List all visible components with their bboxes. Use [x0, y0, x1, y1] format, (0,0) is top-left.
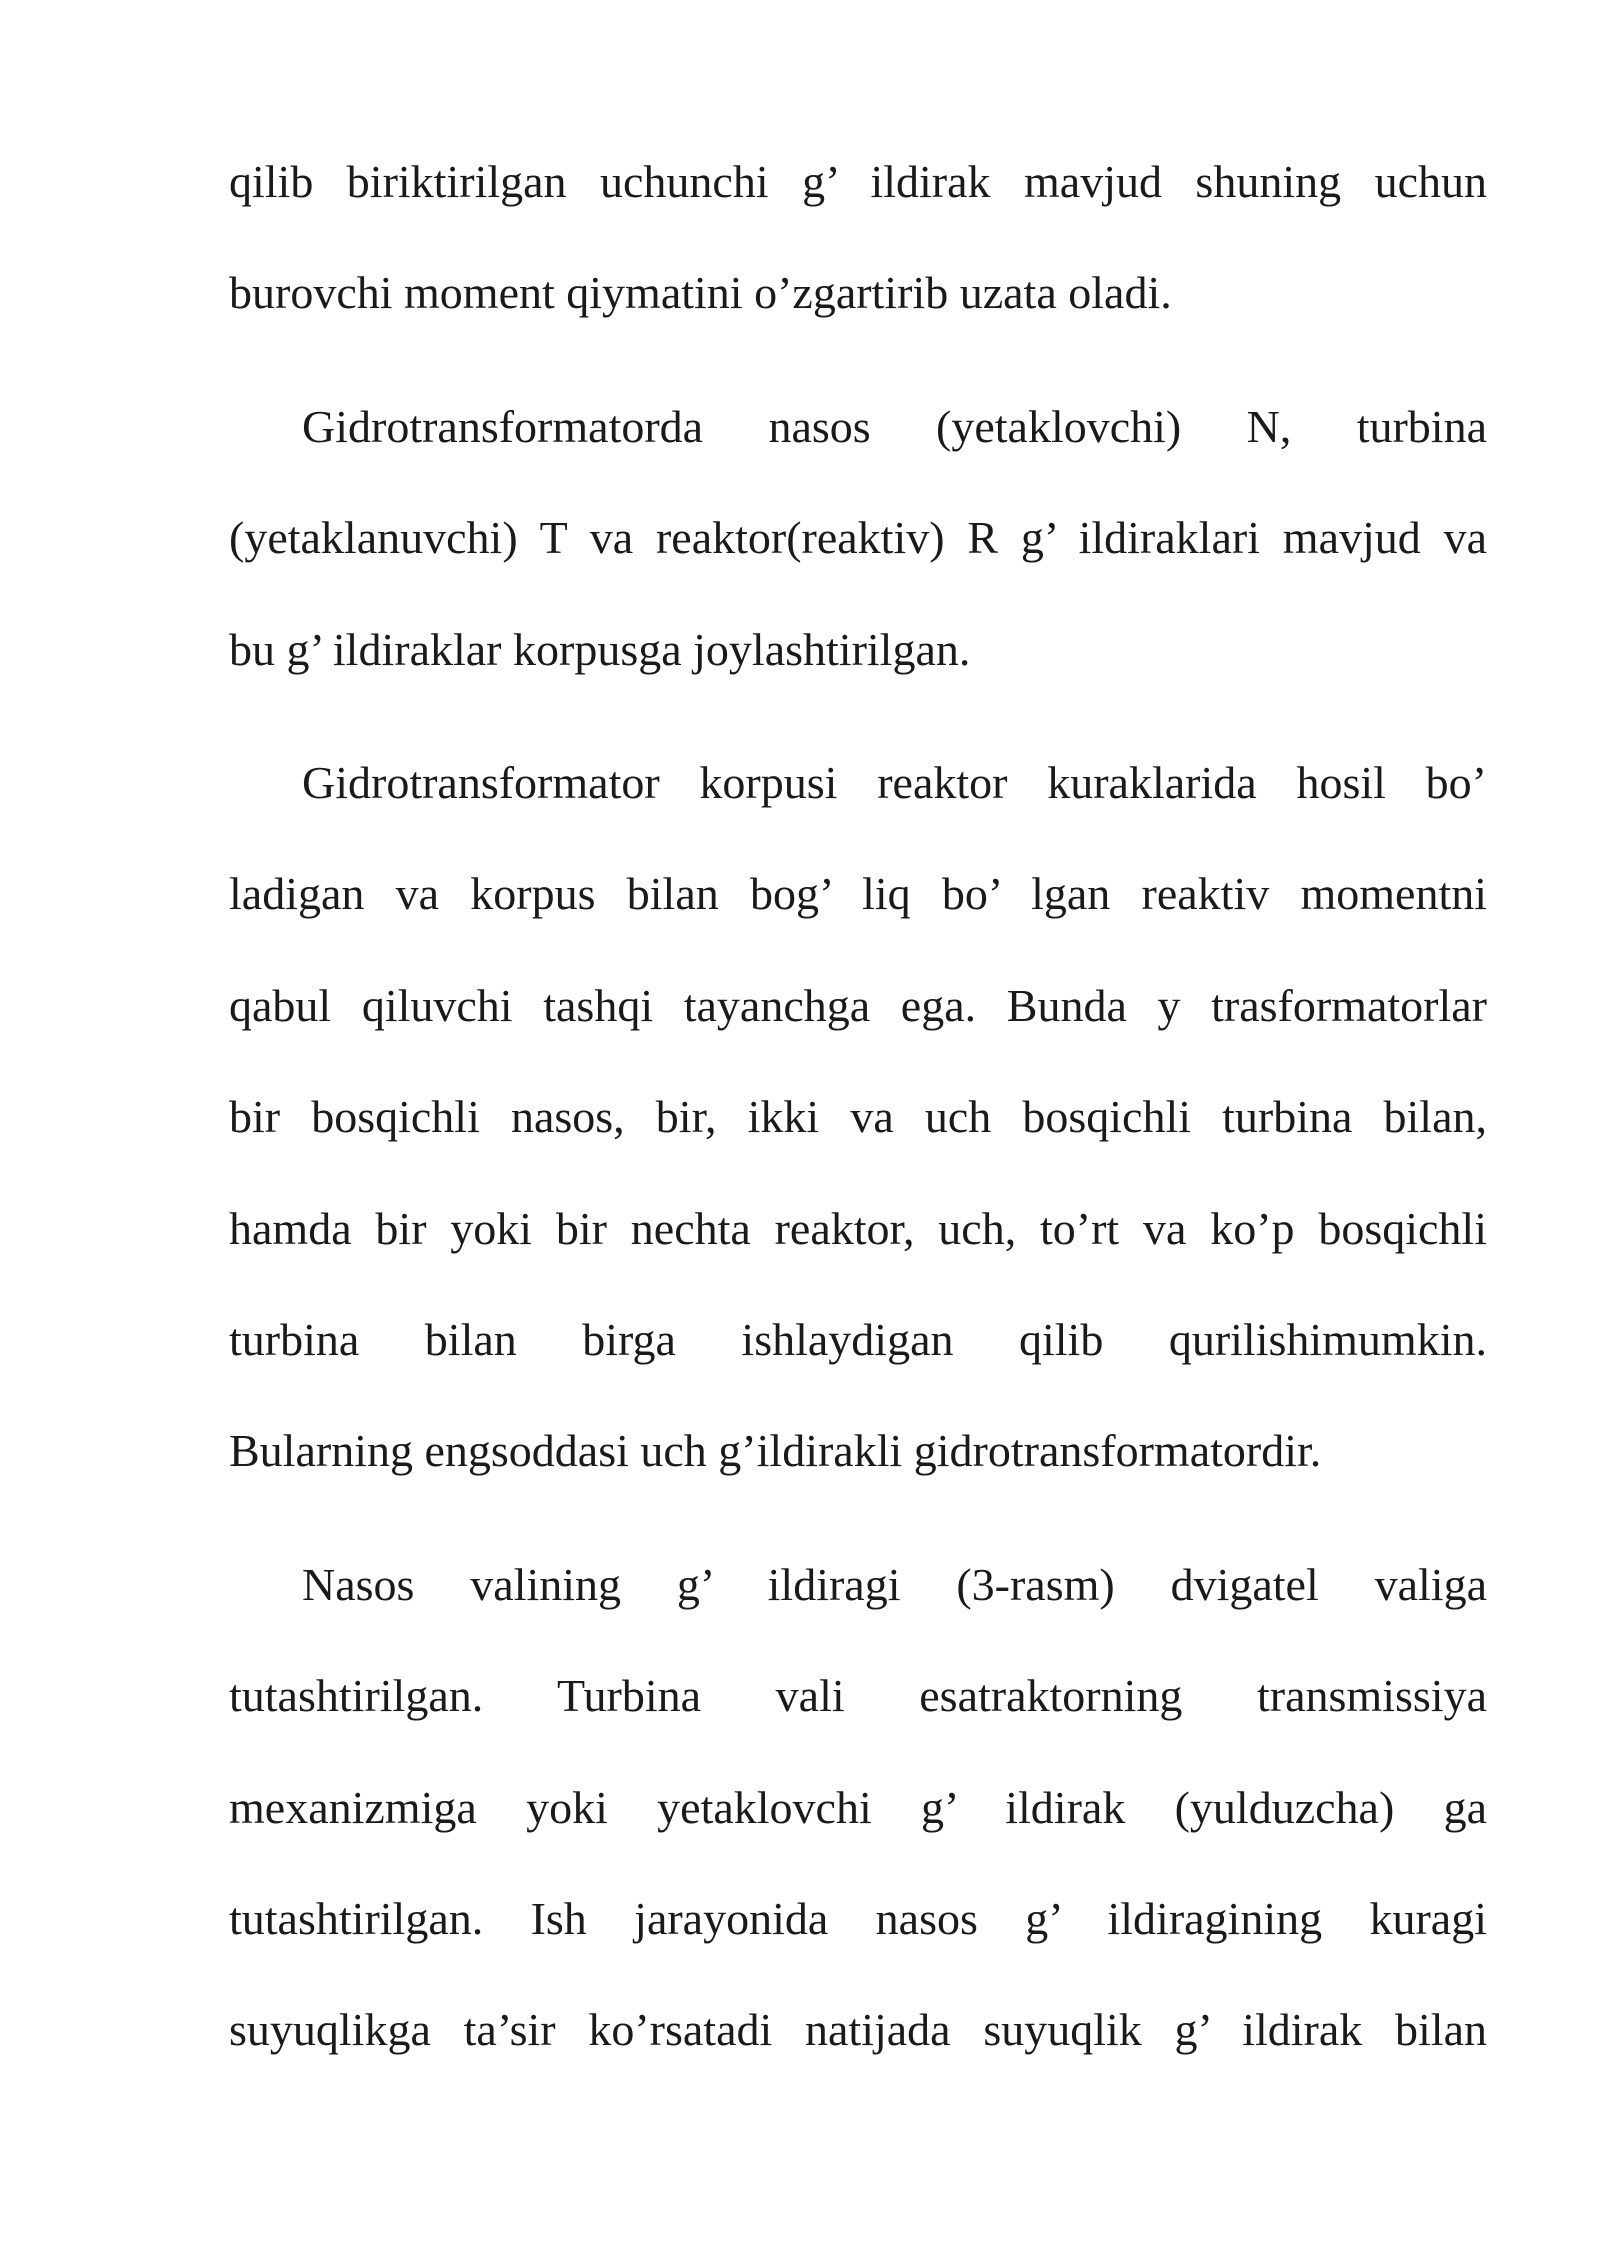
- text-line-6: Gidrotransformator korpusi reaktor kuraklarida hosil bo’: [302, 757, 1487, 808]
- text-line-9: bir bosqichli nasos, bir, ikki va uch bosqichli turbina bilan,: [229, 1091, 1487, 1142]
- text-line-17: suyuqlikga ta’sir ko’rsatadi natijada suyuqlik g’ ildirak bilan: [229, 2004, 1487, 2055]
- text-line-7: ladigan va korpus bilan bog’ liq bo’ lgan reaktiv momentni: [229, 868, 1487, 919]
- text-line-13: Nasos valining g’ ildiragi (3-rasm) dvigatel valiga: [302, 1559, 1487, 1610]
- text-line-12: Bularning engsoddasi uch g’ildirakli gidrotransformatordir.: [229, 1425, 1322, 1476]
- text-line-3: Gidrotransformatorda nasos (yetaklovchi) N, turbina: [302, 401, 1487, 452]
- text-line-11: turbina bilan birga ishlaydigan qilib qurilishimumkin.: [229, 1314, 1487, 1365]
- text-line-8: qabul qiluvchi tashqi tayanchga ega. Bunda y trasformatorlar: [229, 980, 1487, 1031]
- text-line-4: (yetaklanuvchi) T va reaktor(reaktiv) R g’ ildiraklari mavjud va: [229, 512, 1487, 563]
- text-line-2: burovchi moment qiymatini o’zgartirib uzata oladi.: [229, 267, 1172, 318]
- text-line-15: mexanizmiga yoki yetaklovchi g’ ildirak (yulduzcha) ga: [229, 1782, 1487, 1833]
- text-line-1: qilib biriktirilgan uchunchi g’ ildirak mavjud shuning uchun: [229, 156, 1487, 207]
- text-line-14: tutashtirilgan. Turbina vali esatraktorning transmissiya: [229, 1670, 1487, 1721]
- text-line-5: bu g’ ildiraklar korpusga joylashtirilgan.: [229, 624, 971, 675]
- text-line-10: hamda bir yoki bir nechta reaktor, uch, to’rt va ko’p bosqichli: [229, 1203, 1487, 1254]
- text-line-16: tutashtirilgan. Ish jarayonida nasos g’ ildiragining kuragi: [229, 1893, 1487, 1944]
